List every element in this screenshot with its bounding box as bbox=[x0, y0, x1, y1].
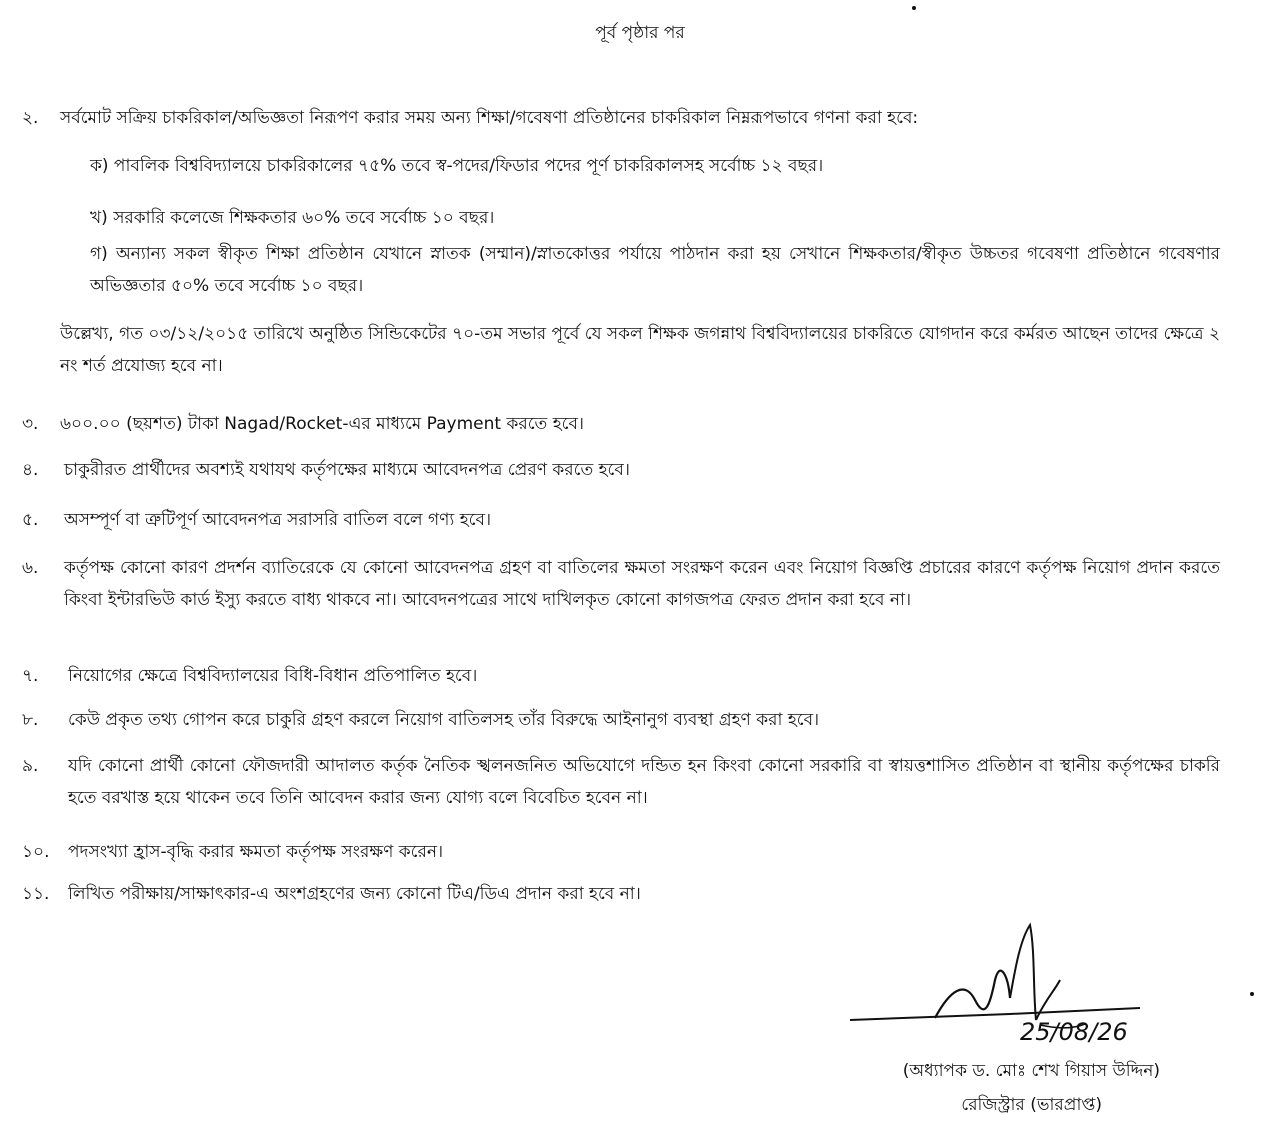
item-text: চাকুরীরত প্রার্থীদের অবশ্যই যথাযথ কর্তৃপক্ষের মাধ্যমে আবেদনপত্র প্রেরণ করতে হবে। bbox=[64, 460, 630, 480]
item-number: ১১. bbox=[22, 884, 50, 904]
item-text: কেউ প্রকৃত তথ্য গোপন করে চাকুরি গ্রহণ করলে নিয়োগ বাতিলসহ তাঁর বিরুদ্ধে আইনানুগ ব্যবস্থা গ্রহণ করা হবে। bbox=[68, 710, 820, 730]
item-number: ৩. bbox=[22, 414, 39, 434]
item-text: নিয়োগের ক্ষেত্রে বিশ্ববিদ্যালয়ের বিধি-বিধান প্রতিপালিত হবে। bbox=[68, 666, 478, 686]
item-text: ক) পাবলিক বিশ্ববিদ্যালয়ে চাকরিকালের ৭৫% তবে স্ব-পদের/ফিডার পদের পূর্ণ চাকরিকালসহ সর্বোচ্চ ১২ বছর। bbox=[90, 156, 824, 176]
item-text: যদি কোনো প্রার্থী কোনো ফৌজদারী আদালত কর্তৃক নৈতিক স্খলনজনিত অভিযোগে দন্ডিত হন কিংবা কোনো সরকারি বা স্বায়ত্তশাসিত প্রতিষ্ঠান বা স্থানীয় কর্তৃপক্ষের চাকরি হতে বরখাস্ত হয়ে থাকেন তবে তিনি আবেদন করার জন্য যোগ্য বলে বিবেচিত হবেন না। bbox=[68, 756, 1220, 808]
item-text: ৬০০.০০ (ছয়শত) টাকা Nagad/Rocket-এর মাধ্যমে Payment করতে হবে। bbox=[60, 414, 585, 434]
item-text: গ) অন্যান্য সকল স্বীকৃত শিক্ষা প্রতিষ্ঠান যেখানে স্নাতক (সম্মান)/স্নাতকোত্তর পর্যায়ে পাঠদান করা হয় সেখানে শিক্ষকতার/স্বীকৃত উচ্চতর গবেষণা প্রতিষ্ঠানে গবেষণার অভিজ্ঞতার ৫০% তবে সর্বোচ্চ ১০ বছর। bbox=[90, 244, 1220, 296]
scan-mark bbox=[1250, 992, 1254, 996]
item-text: লিখিত পরীক্ষায়/সাক্ষাৎকার-এ অংশগ্রহণের জন্য কোনো টিএ/ডিএ প্রদান করা হবে না। bbox=[68, 884, 641, 904]
item-number: ৪. bbox=[22, 460, 39, 480]
item-text: খ) সরকারি কলেজে শিক্ষকতার ৬০% তবে সর্বোচ্চ ১০ বছর। bbox=[90, 208, 495, 228]
page-header: পূর্ব পৃষ্ঠার পর bbox=[595, 23, 685, 43]
note-text: উল্লেখ্য, গত ০৩/১২/২০১৫ তারিখে অনুষ্ঠিত সিন্ডিকেটের ৭০-তম সভার পূর্বে যে সকল শিক্ষক জগন্নাথ বিশ্ববিদ্যালয়ের চাকরিতে যোগদান করে কর্মরত আছেন তাদের ক্ষেত্রে ২ নং শর্ত প্রযোজ্য হবে না। bbox=[60, 324, 1220, 376]
item-text: পদসংখ্যা হ্রাস-বৃদ্ধি করার ক্ষমতা কর্তৃপক্ষ সংরক্ষণ করেন। bbox=[68, 842, 444, 862]
item-number: ৫. bbox=[22, 510, 39, 530]
item-number: ৮. bbox=[22, 710, 39, 730]
item-number: ৭. bbox=[22, 666, 39, 686]
signatory-title: রেজিস্ট্রার (ভারপ্রাপ্ত) bbox=[961, 1095, 1102, 1115]
item-text: সর্বমোট সক্রিয় চাকরিকাল/অভিজ্ঞতা নিরূপণ করার সময় অন্য শিক্ষা/গবেষণা প্রতিষ্ঠানের চাকরিকাল নিম্নরূপভাবে গণনা করা হবে: bbox=[60, 108, 919, 128]
item-number: ৯. bbox=[22, 756, 39, 776]
item-number: ১০. bbox=[22, 842, 50, 862]
item-text: অসম্পূর্ণ বা ত্রুটিপূর্ণ আবেদনপত্র সরাসরি বাতিল বলে গণ্য হবে। bbox=[64, 510, 492, 530]
signatory-name: (অধ্যাপক ড. মোঃ শেখ গিয়াস উদ্দিন) bbox=[902, 1061, 1160, 1081]
item-text: কর্তৃপক্ষ কোনো কারণ প্রদর্শন ব্যাতিরেকে যে কোনো আবেদনপত্র গ্রহণ বা বাতিলের ক্ষমতা সংরক্ষণ করেন এবং নিয়োগ বিজ্ঞপ্তি প্রচারের কারণে কর্তৃপক্ষ নিয়োগ প্রদান করতে কিংবা ইন্টারভিউ কার্ড ইস্যু করতে বাধ্য থাকবে না। আবেদনপত্রের সাথে দাখিলকৃত কোনো কাগজপত্র ফেরত প্রদান করা হবে না। bbox=[64, 558, 1220, 610]
item-number: ২. bbox=[22, 108, 39, 128]
signature-scribble bbox=[840, 920, 1170, 1060]
signature-date: 25/08/26 bbox=[1020, 1018, 1128, 1046]
scan-mark bbox=[912, 6, 916, 10]
item-number: ৬. bbox=[22, 558, 39, 578]
